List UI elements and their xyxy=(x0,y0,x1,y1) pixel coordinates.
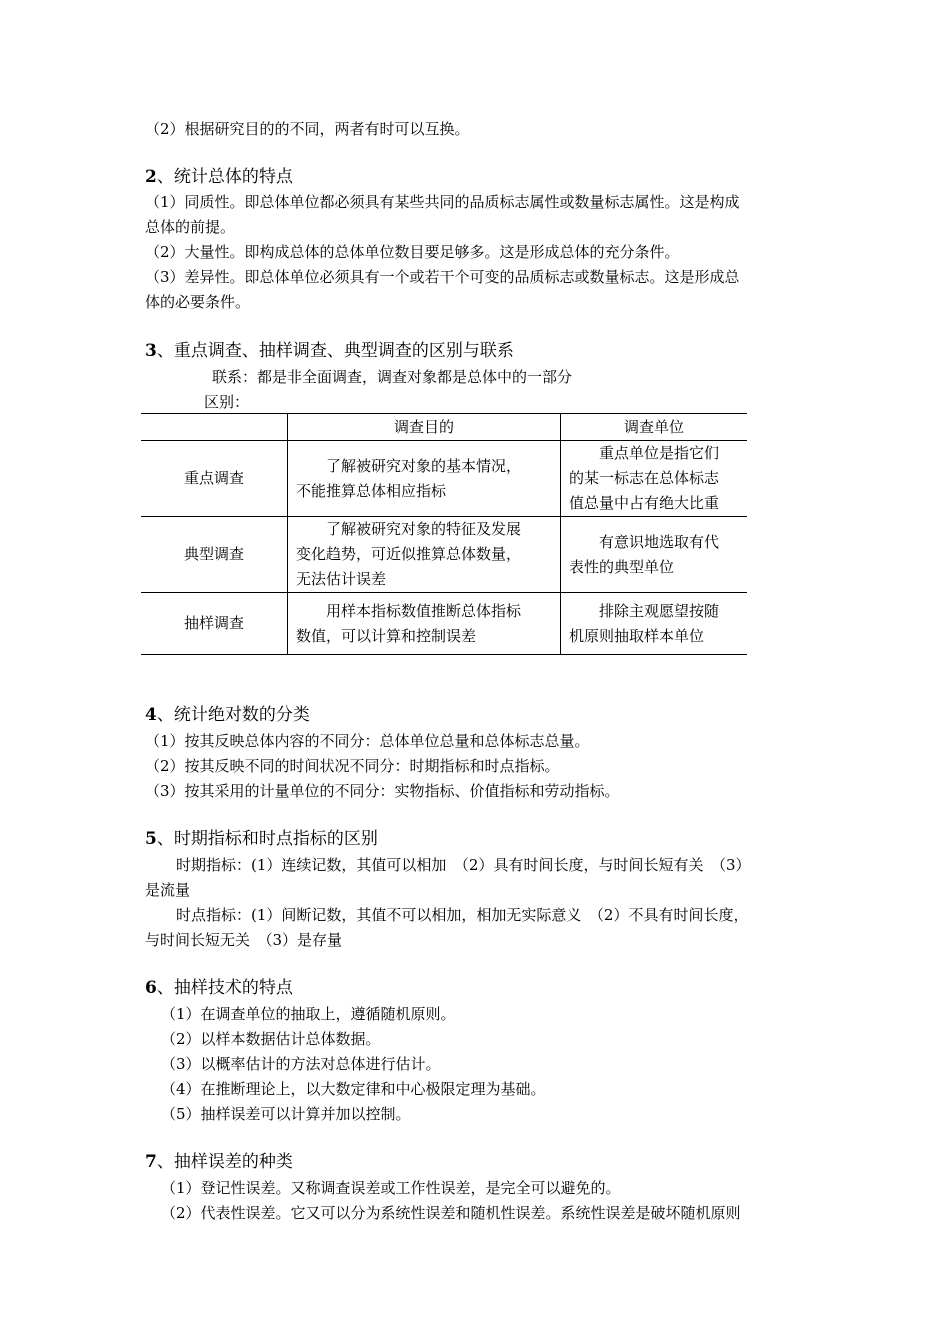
unit-cell: 重点单位是指它们 的某一标志在总体标志 值总量中占有绝大比重 xyxy=(561,441,748,517)
s6-line-4: （4）在推断理论上，以大数定律和中心极限定理为基础。 xyxy=(161,1080,546,1098)
section-2-heading xyxy=(145,166,293,188)
s6-line-2: （2）以样本数据估计总体数据。 xyxy=(161,1030,381,1048)
s2-line-5: 体的必要条件。 xyxy=(145,293,251,311)
section-number: 6 xyxy=(145,978,157,998)
s4-line-2: （2）按其反映不同的时间状况不同分：时期指标和时点指标。 xyxy=(145,757,560,775)
section-6-heading xyxy=(145,977,293,999)
s5-line-1: 时期指标：(1）连续记数，其值可以相加 （2）具有时间长度，与时间长短有关 （3） xyxy=(176,856,751,874)
section-4-heading xyxy=(145,704,310,726)
s4-line-1: （1）按其反映总体内容的不同分：总体单位总量和总体标志总量。 xyxy=(145,732,590,750)
s5-line-2: 是流量 xyxy=(145,881,191,899)
s5-line-4: 与时间长短无关 （3）是存量 xyxy=(145,931,343,949)
s6-line-3: （3）以概率估计的方法对总体进行估计。 xyxy=(161,1055,441,1073)
table-header-row xyxy=(141,414,747,441)
section-number: 5 xyxy=(145,829,157,849)
row-name: 抽样调查 xyxy=(141,593,288,655)
s7-line-2: （2）代表性误差。它又可以分为系统性误差和随机性误差。系统性误差是破坏随机原则 xyxy=(161,1204,741,1222)
unit-cell: 有意识地选取有代 表性的典型单位 xyxy=(561,517,748,593)
row-name: 重点调查 xyxy=(141,441,288,517)
comparison-table xyxy=(141,413,747,655)
section-number: 7 xyxy=(145,1152,157,1172)
s6-line-1: （1）在调查单位的抽取上，遵循随机原则。 xyxy=(161,1005,456,1023)
table-header-cell: 调查单位 xyxy=(561,414,748,441)
section-title: 、重点调查、抽样调查、典型调查的区别与联系 xyxy=(156,341,514,361)
section-number: 3 xyxy=(145,341,157,361)
section-title: 、抽样误差的种类 xyxy=(156,1152,293,1172)
table-header-cell xyxy=(141,414,288,441)
s4-line-3: （3）按其采用的计量单位的不同分：实物指标、价值指标和劳动指标。 xyxy=(145,782,620,800)
s2-line-1: （1）同质性。即总体单位都必须具有某些共同的品质标志属性或数量标志属性。这是构成 xyxy=(145,193,740,211)
intro-line: （2）根据研究目的的不同，两者有时可以互换。 xyxy=(145,120,470,138)
table-row xyxy=(141,441,747,517)
table-row xyxy=(141,517,747,593)
s5-line-3: 时点指标：(1）间断记数，其值不可以相加，相加无实际意义 （2）不具有时间长度， xyxy=(176,906,749,924)
purpose-cell: 用样本指标数值推断总体指标 数值，可以计算和控制误差 xyxy=(288,593,561,655)
section-number: 4 xyxy=(145,705,157,725)
table-row xyxy=(141,593,747,655)
section-number: 2 xyxy=(145,167,157,187)
s2-line-4: （3）差异性。即总体单位必须具有一个或若干个可变的品质标志或数量标志。这是形成总 xyxy=(145,268,740,286)
section-title: 、统计绝对数的分类 xyxy=(156,705,310,725)
s2-line-2: 总体的前提。 xyxy=(145,218,236,236)
qubie-line: 区别： xyxy=(204,393,250,411)
section-7-heading xyxy=(145,1151,293,1173)
lianxi-line: 联系：都是非全面调查，调查对象都是总体中的一部分 xyxy=(212,368,573,386)
section-title: 、时期指标和时点指标的区别 xyxy=(156,829,378,849)
row-name: 典型调查 xyxy=(141,517,288,593)
table-header-cell: 调查目的 xyxy=(288,414,561,441)
purpose-cell: 了解被研究对象的特征及发展 变化趋势，可近似推算总体数量， 无法估计误差 xyxy=(288,517,561,593)
unit-cell: 排除主观愿望按随 机原则抽取样本单位 xyxy=(561,593,748,655)
s2-line-3: （2）大量性。即构成总体的总体单位数目要足够多。这是形成总体的充分条件。 xyxy=(145,243,680,261)
s6-line-5: （5）抽样误差可以计算并加以控制。 xyxy=(161,1105,411,1123)
section-5-heading xyxy=(145,828,378,850)
s7-line-1: （1）登记性误差。又称调查误差或工作性误差，是完全可以避免的。 xyxy=(161,1179,621,1197)
section-title: 、统计总体的特点 xyxy=(156,167,293,187)
section-3-heading xyxy=(145,340,514,362)
purpose-cell: 了解被研究对象的基本情况， 不能推算总体相应指标 xyxy=(288,441,561,517)
section-title: 、抽样技术的特点 xyxy=(156,978,293,998)
